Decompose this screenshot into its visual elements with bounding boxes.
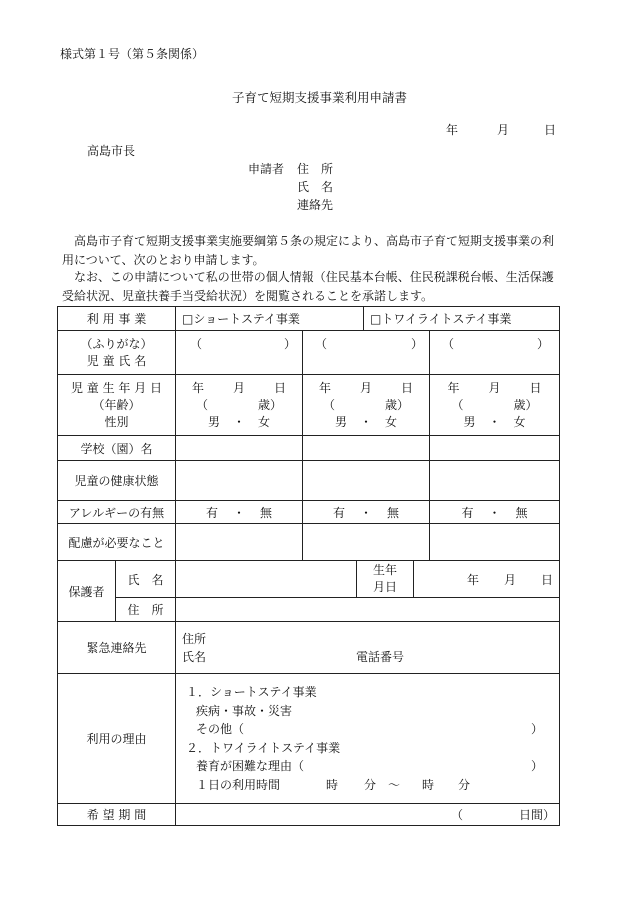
period-input[interactable] <box>176 804 560 826</box>
row-allergy <box>58 501 560 524</box>
use-project-options <box>176 307 560 331</box>
reason-label: 利用の理由 <box>58 674 176 804</box>
child-name-label: 児 童 氏 名 <box>86 353 147 368</box>
row-care <box>58 524 560 561</box>
paren: ） <box>525 397 538 412</box>
care-3[interactable] <box>430 524 560 561</box>
guardian-address-label: 住 所 <box>116 598 176 622</box>
separator: ・ <box>488 505 501 520</box>
allergy-1[interactable] <box>176 501 303 524</box>
emergency-phone-label: 電話番号 <box>356 649 405 664</box>
female-option[interactable]: 女 <box>257 414 270 429</box>
child-birth-2[interactable] <box>303 375 430 436</box>
female-option[interactable]: 女 <box>384 414 397 429</box>
male-option[interactable]: 男 <box>463 414 476 429</box>
separator: ・ <box>360 414 373 429</box>
paren: ） <box>270 397 283 412</box>
paren: （ <box>190 337 203 351</box>
paren: ） <box>411 337 424 351</box>
health-label: 児童の健康状態 <box>58 461 176 501</box>
row-emergency <box>58 622 560 674</box>
paren: （ <box>451 397 464 412</box>
applicant-name-label: 氏 名 <box>297 180 334 194</box>
applicant-contact-label: 連絡先 <box>297 198 334 212</box>
allergy-2[interactable] <box>303 501 430 524</box>
month-label: 月 <box>360 380 373 395</box>
child-name-label-cell <box>58 331 176 375</box>
end-minute[interactable]: 分 <box>458 777 471 792</box>
addressee: 高島市長 <box>87 144 136 158</box>
year-label: 年 <box>447 380 460 395</box>
allergy-no[interactable]: 無 <box>259 505 272 520</box>
form-title: 子育て短期支援事業利用申請書 <box>232 90 408 105</box>
child-name-3[interactable] <box>430 331 560 375</box>
date-year-label: 年 <box>446 123 459 137</box>
date-month-label: 月 <box>497 123 510 137</box>
day-label: 日 <box>273 380 286 395</box>
separator: ・ <box>233 505 246 520</box>
reason-difficulty[interactable]: 養育が困難な理由（ <box>196 759 305 773</box>
child-name-2[interactable] <box>303 331 430 375</box>
age-label: （年齢） <box>92 397 141 412</box>
school-1[interactable] <box>176 436 303 461</box>
row-birthdate <box>58 375 560 436</box>
tilde: ～ <box>388 777 401 792</box>
guardian-address-input[interactable] <box>176 598 560 622</box>
separator: ・ <box>233 414 246 429</box>
row-guardian-address <box>58 598 560 622</box>
paren: （ <box>315 337 328 351</box>
allergy-3[interactable] <box>430 501 560 524</box>
paragraph-consent <box>62 268 582 306</box>
guardian-name-label: 氏 名 <box>116 561 176 598</box>
period-label: 希 望 期 間 <box>58 804 176 826</box>
reason-other[interactable]: その他（ <box>196 722 245 736</box>
row-reason <box>58 674 560 804</box>
emergency-address-label: 住所 <box>182 631 207 646</box>
reason-short-stay: １．ショートステイ事業 <box>186 685 317 699</box>
separator: ・ <box>360 505 373 520</box>
applicant-label: 申請者 <box>248 162 285 176</box>
emergency-input[interactable] <box>176 622 560 674</box>
date-day-label: 日 <box>544 123 557 137</box>
allergy-no[interactable]: 無 <box>515 505 528 520</box>
paragraph-line: 高島市子育て短期支援事業実施要綱第５条の規定により、高島市子育て短期支援事業の利 <box>74 234 555 248</box>
paren: ） <box>537 337 550 351</box>
day-label: 日 <box>529 380 542 395</box>
start-minute[interactable]: 分 <box>364 777 377 792</box>
paragraph-line: 受給状況、児童扶養手当受給状況）を閲覧されることを承諾します。 <box>62 289 434 303</box>
school-label: 学校（園）名 <box>58 436 176 461</box>
row-child-name <box>58 331 560 375</box>
month-label: 月 <box>504 572 517 587</box>
start-hour[interactable]: 時 <box>326 777 339 792</box>
end-hour[interactable]: 時 <box>422 777 435 792</box>
allergy-yes[interactable]: 有 <box>333 505 346 520</box>
daily-time-label: １日の利用時間 <box>196 777 281 792</box>
school-2[interactable] <box>303 436 430 461</box>
guardian-birth-label <box>357 561 414 597</box>
care-label: 配慮が必要なこと <box>58 524 176 561</box>
paren: （ <box>451 808 464 822</box>
female-option[interactable]: 女 <box>513 414 526 429</box>
emergency-label: 緊急連絡先 <box>58 622 176 674</box>
guardian-name-input[interactable] <box>176 561 357 597</box>
paragraph-line: 用について、次のとおり申請します。 <box>62 253 265 267</box>
paren: ） <box>531 722 544 736</box>
paragraph-application <box>62 232 582 270</box>
emergency-name-label: 氏名 <box>182 649 207 664</box>
guardian-name-cells <box>176 561 560 598</box>
age-unit: 歳 <box>513 397 526 412</box>
school-3[interactable] <box>430 436 560 461</box>
option-short-stay[interactable]: □ショートステイ事業 <box>176 307 364 330</box>
health-3[interactable] <box>430 461 560 501</box>
row-guardian-name <box>58 561 560 598</box>
child-birth-3[interactable] <box>430 375 560 436</box>
sex-label: 性別 <box>104 414 129 429</box>
day-label: 日 <box>540 572 553 587</box>
use-project-label: 利 用 事 業 <box>58 307 176 331</box>
row-health <box>58 461 560 501</box>
paren: ） <box>531 759 544 773</box>
age-unit: 歳 <box>257 397 270 412</box>
allergy-yes[interactable]: 有 <box>461 505 474 520</box>
month-label: 月 <box>488 380 501 395</box>
care-1[interactable] <box>176 524 303 561</box>
row-school <box>58 436 560 461</box>
care-2[interactable] <box>303 524 430 561</box>
allergy-no[interactable]: 無 <box>386 505 399 520</box>
application-table <box>57 306 560 826</box>
allergy-label: アレルギーの有無 <box>58 501 176 524</box>
separator: ・ <box>488 414 501 429</box>
birth-label-cell <box>58 375 176 436</box>
paren: （ <box>196 397 209 412</box>
paren: （ <box>323 397 336 412</box>
row-use-project <box>58 307 560 331</box>
applicant-address-label: 住 所 <box>297 162 334 176</box>
male-option[interactable]: 男 <box>208 414 221 429</box>
allergy-yes[interactable]: 有 <box>206 505 219 520</box>
month-label: 月 <box>233 380 246 395</box>
paren: （ <box>442 337 455 351</box>
row-period <box>58 804 560 826</box>
paragraph-line: なお、この申請について私の世帯の個人情報（住民基本台帳、住民税課税台帳、生活保護 <box>74 270 554 284</box>
birth-short-line: 生年 <box>373 563 398 577</box>
reason-input[interactable] <box>176 674 560 804</box>
child-birth-1[interactable] <box>176 375 303 436</box>
reason-twilight: ２．トワイライトステイ事業 <box>186 740 341 755</box>
year-label: 年 <box>319 380 332 395</box>
day-label: 日 <box>400 380 413 395</box>
daily-time-row <box>186 776 543 795</box>
year-label: 年 <box>467 572 480 587</box>
guardian-birth-input[interactable] <box>414 561 559 597</box>
form-number: 様式第１号（第５条関係） <box>60 47 205 61</box>
period-days: 日間） <box>519 808 556 822</box>
child-name-1[interactable] <box>176 331 303 375</box>
health-1[interactable] <box>176 461 303 501</box>
paren: ） <box>397 397 410 412</box>
furigana-label: （ふりがな） <box>80 336 153 351</box>
year-label: 年 <box>192 380 205 395</box>
male-option[interactable]: 男 <box>335 414 348 429</box>
health-2[interactable] <box>303 461 430 501</box>
birth-label: 児 童 生 年 月 日 <box>70 380 163 395</box>
reason-illness[interactable]: 疾病・事故・災害 <box>196 703 293 718</box>
age-unit: 歳 <box>384 397 397 412</box>
option-twilight-stay[interactable]: □トワイライトステイ事業 <box>370 312 512 326</box>
birth-short-line: 月日 <box>373 580 398 594</box>
guardian-label: 保護者 <box>58 561 116 622</box>
paren: ） <box>284 337 297 351</box>
